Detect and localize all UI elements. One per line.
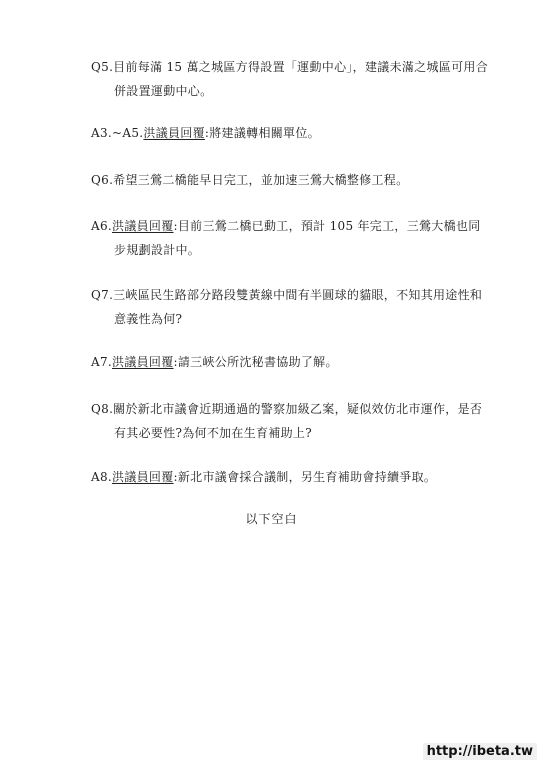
answer-a6 xyxy=(91,214,511,262)
answer-label: 洪議員回覆 xyxy=(143,126,205,140)
end-note: 以下空白 xyxy=(245,512,298,526)
answer-text: :新北市議會採合議制，另生育補助會持續爭取。 xyxy=(173,470,437,484)
answer-label: 洪議員回覆 xyxy=(112,470,174,484)
question-q5 xyxy=(91,55,511,103)
question-line-continued: 有其必要性?為何不加在生育補助上? xyxy=(114,426,312,440)
answer-label: 洪議員回覆 xyxy=(112,355,174,369)
answer-label: 洪議員回覆 xyxy=(112,219,174,233)
question-line: Q8.關於新北市議會近期通過的警察加級乙案，疑似效仿北市運作，是否 xyxy=(91,402,483,416)
question-line: Q6.希望三鶯二橋能早日完工，並加速三鶯大橋整修工程。 xyxy=(91,173,409,187)
question-q6 xyxy=(91,168,511,192)
answer-prefix: A3.~A5. xyxy=(91,126,144,140)
question-line-continued: 意義性為何? xyxy=(114,312,183,326)
answer-line xyxy=(91,121,511,145)
answer-line xyxy=(91,350,511,374)
answer-line xyxy=(91,214,511,238)
answer-line xyxy=(91,465,511,489)
answer-text: :將建議轉相關單位。 xyxy=(204,126,320,140)
question-q7 xyxy=(91,283,511,331)
answer-prefix: A7. xyxy=(91,355,113,369)
question-q8 xyxy=(91,397,511,445)
answer-text: :請三峽公所沈秘書協助了解。 xyxy=(173,355,338,369)
question-line-continued: 併設置運動中心。 xyxy=(114,84,213,98)
answer-prefix: A6. xyxy=(91,219,113,233)
answer-a8 xyxy=(91,465,511,489)
answer-a7 xyxy=(91,350,511,374)
question-line: Q7.三峽區民生路部分路段雙黃線中間有半圓球的貓眼，不知其用途性和 xyxy=(91,288,483,302)
answer-text: :目前三鶯二橋已動工，預計 105 年完工，三鶯大橋也同 xyxy=(173,219,481,233)
answer-a3-a5 xyxy=(91,121,511,145)
watermark-url: http://ibeta.tw xyxy=(423,743,537,760)
answer-line-continued: 步規劃設計中。 xyxy=(114,243,201,257)
answer-prefix: A8. xyxy=(91,470,113,484)
question-line: Q5.目前每滿 15 萬之城區方得設置「運動中心」，建議未滿之城區可用合 xyxy=(91,60,488,74)
